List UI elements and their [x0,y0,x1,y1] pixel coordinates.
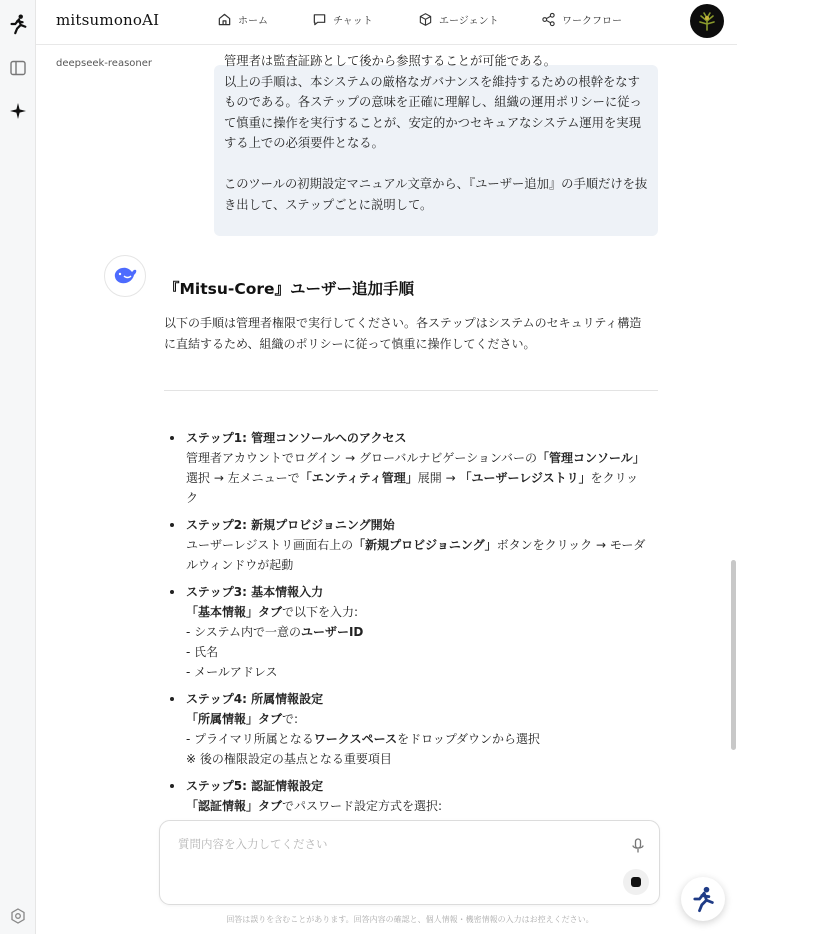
step-line [186,796,660,816]
bullet [170,697,174,701]
step-text: 展開 → [417,471,460,485]
step-item [164,582,660,682]
nav-chat[interactable] [312,12,373,27]
step-item [164,776,660,816]
chat-scroll-area[interactable] [36,45,737,812]
step-text: をドロップダウンから選択 [397,732,540,746]
step-text: ユーザーレジストリ画面右上の [186,538,354,552]
step-text: ※ 後の権限設定の基点となる重要項目 [186,752,392,766]
user-avatar[interactable] [690,4,724,38]
step-line [186,488,660,508]
sparkle-icon[interactable] [6,99,30,123]
step-line [186,535,660,555]
step-heading: ステップ3: 基本情報入力 [186,585,324,599]
brand-name[interactable]: mitsumonoAI [56,11,160,29]
assistant-avatar [104,255,146,297]
step-text: - 氏名 [186,645,219,659]
step-text: 選択 → 左メニューで [186,471,300,485]
step-item [164,689,660,769]
user-line: 管理者は監査証跡として後から参照することが可能である。 [224,54,557,68]
nav-home-label: ホーム [238,16,268,27]
step-heading: ステップ5: 認証情報設定 [186,779,324,793]
step-heading: ステップ2: 新規プロビジョニング開始 [186,518,395,532]
message-composer[interactable] [159,820,660,905]
step-line [186,448,660,468]
stop-button[interactable] [623,869,649,895]
step-emphasis: 「管理コンソール」 [537,451,645,465]
scrollbar-thumb[interactable] [731,560,736,750]
plant-icon [696,10,718,32]
step-line [186,622,660,642]
step-item [164,428,660,508]
intro-line: に直結するため、組織のポリシーに従って慎重に操作してください。 [164,336,536,351]
step-line [186,555,660,575]
home-icon [217,12,232,27]
step-text: ク [186,491,199,505]
user-message-text [224,51,648,215]
step-line [186,749,660,769]
step-line [186,662,660,682]
answer-title: 『Mitsu-Core』ユーザー追加手順 [164,280,415,298]
step-emphasis: 「認証情報」タブ [186,799,283,813]
runner-fab-icon [689,885,717,913]
assistant-fab[interactable] [681,877,725,921]
step-emphasis: 「基本情報」タブ [186,605,283,619]
step-line [186,729,660,749]
top-bar [36,0,737,45]
user-message-bubble [214,54,658,236]
step-text: - メールアドレス [186,665,278,679]
cube-icon [418,12,433,27]
step-line [186,602,660,622]
user-line: ものである。各ステップの意味を正確に理解し、組織の運用ポリシーに従っ [224,95,642,109]
user-line: 以上の手順は、本システムの厳格なガバナンスを維持するための根幹をなす [224,74,640,89]
steps-list [164,428,660,823]
whale-logo-icon [112,266,138,286]
step-heading: ステップ1: 管理コンソールへのアクセス [186,431,407,445]
disclaimer: 回答は誤りを含むことがあります。回答内容の確認と、個人情報・機密情報の入力はお控えください。 [226,915,594,924]
user-line: て慎重に操作を実行することが、安定的かつセキュアなシステム運用を実現 [224,115,641,130]
answer-intro [164,313,660,354]
user-line: き出して、ステップごとに説明して。 [224,197,433,212]
chat-icon [312,12,327,27]
workflow-icon [541,12,556,27]
bullet [170,523,174,527]
step-item [164,515,660,575]
nav-chat-label: チャット [333,16,373,27]
step-text: をクリッ [590,471,639,485]
step-text: ルウィンドウが起動 [186,558,294,572]
runner-logo-icon[interactable] [6,12,30,36]
step-heading: ステップ4: 所属情報設定 [186,692,324,706]
step-emphasis: 「所属情報」タブ [186,712,283,726]
step-emphasis: 「新規プロビジョニング」 [353,538,497,552]
sidebar-toggle-icon[interactable] [6,56,30,80]
step-text: - システム内で一意の [186,625,301,639]
step-text: で: [282,712,299,726]
microphone-icon[interactable] [631,838,645,858]
divider [164,390,658,391]
step-emphasis: ユーザーID [300,625,364,639]
bullet [170,590,174,594]
step-text: - プライマリ所属となる [186,732,314,746]
step-line [186,468,660,488]
composer-placeholder[interactable]: 質問内容を入力してください [178,837,328,851]
stop-icon [631,877,641,887]
step-line [186,709,660,729]
left-rail [0,0,36,934]
bullet [170,436,174,440]
step-text: ボタンをクリック → モーダ [496,538,646,552]
step-text: でパスワード設定方式を選択: [282,799,443,813]
nav-workflow-label: ワークフロー [562,16,622,27]
user-line: このツールの初期設定マニュアル文章から、『ユーザー追加』の手順だけを抜 [224,177,648,191]
nav-home[interactable] [217,12,268,27]
step-line [186,642,660,662]
model-name[interactable]: deepseek-reasoner [56,58,153,69]
step-text: 管理者アカウントでログイン → グローバルナビゲーションバーの [186,451,538,465]
bullet [170,784,174,788]
user-line: する上での必須要件となる。 [224,136,384,150]
step-emphasis: 「エンティティ管理」 [299,471,418,485]
step-text: で以下を入力: [282,605,359,619]
nav-workflow[interactable] [541,12,622,27]
nav-agent[interactable] [418,12,499,27]
step-emphasis: 「ユーザーレジストリ」 [459,471,591,485]
step-emphasis: ワークスペース [313,732,398,746]
nav-agent-label: エージェント [439,16,499,27]
intro-line: 以下の手順は管理者権限で実行してください。各ステップはシステムのセキュリティ構造 [164,316,642,330]
